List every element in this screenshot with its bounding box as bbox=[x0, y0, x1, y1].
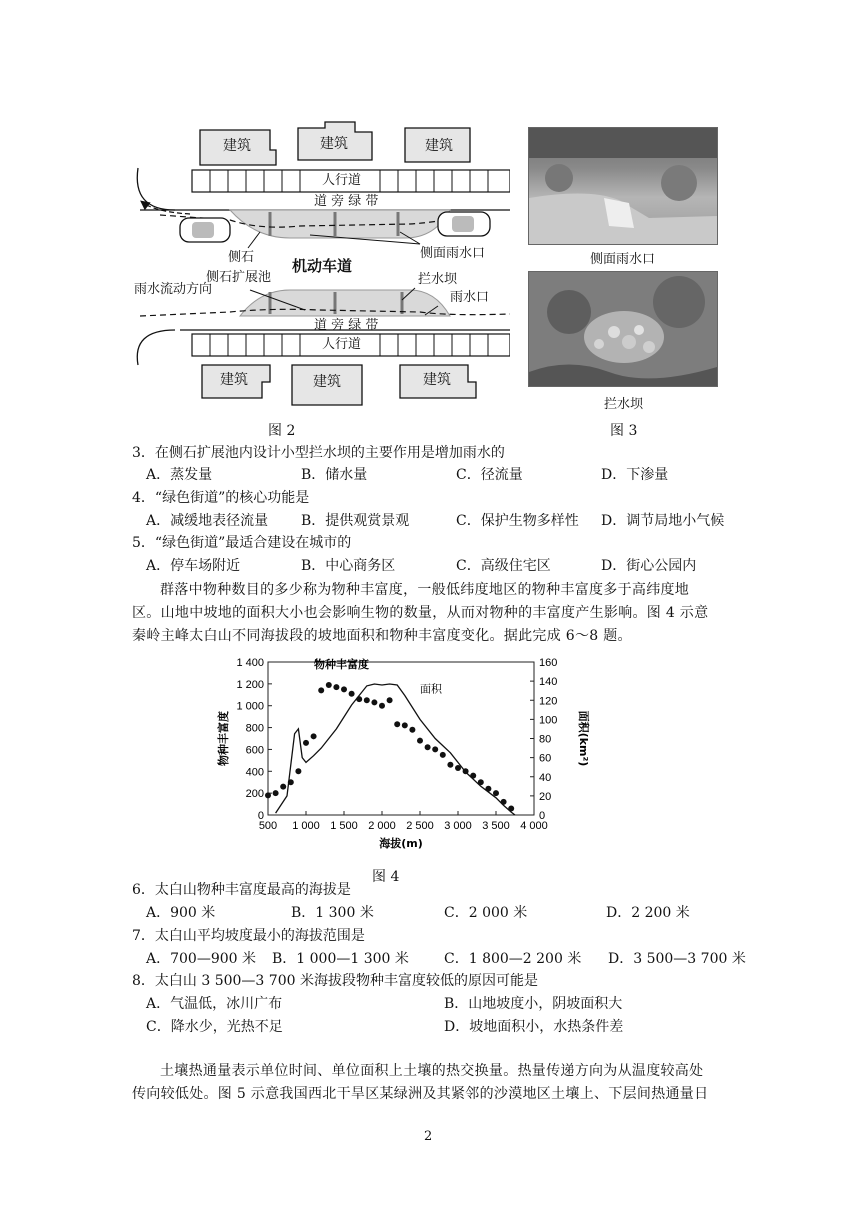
option-d[interactable]: D．2 200 米 bbox=[606, 905, 690, 921]
passage-1-line-2: 区。山地中坡地的面积大小也会影响生物的数量，从而对物种的丰富度产生影响。图 4 示意 bbox=[132, 605, 709, 621]
richness-point bbox=[318, 687, 324, 693]
richness-point bbox=[409, 727, 415, 733]
y-left-tick-label: 1 200 bbox=[236, 678, 264, 691]
question-7-stem: 7．太白山平均坡度最小的海拔范围是 bbox=[132, 928, 365, 944]
x-tick-label: 4 000 bbox=[520, 820, 548, 832]
photo-dam bbox=[528, 271, 718, 387]
richness-point bbox=[364, 697, 370, 703]
richness-point bbox=[493, 790, 499, 796]
question-6-stem: 6．太白山物种丰富度最高的海拔是 bbox=[132, 882, 351, 898]
y-left-axis-label: 物种丰富度 bbox=[217, 711, 230, 766]
richness-point bbox=[303, 740, 309, 746]
photo2-label: 拦水坝 bbox=[604, 397, 644, 412]
richness-point bbox=[478, 779, 484, 785]
richness-point bbox=[311, 733, 317, 739]
richness-point bbox=[501, 799, 507, 805]
y-left-tick-label: 200 bbox=[245, 788, 264, 801]
option-c[interactable]: C．2 000 米 bbox=[444, 905, 528, 921]
option-a[interactable]: A．900 米 bbox=[146, 905, 216, 921]
question-5-stem: 5．“绿色街道”最适合建设在城市的 bbox=[132, 535, 352, 551]
richness-point bbox=[333, 684, 339, 690]
richness-point bbox=[425, 744, 431, 750]
x-tick-label: 3 500 bbox=[482, 820, 510, 832]
greenbelt-label: 道 旁 绿 带 bbox=[314, 318, 379, 333]
option-b[interactable]: B．山地坡度小，阴坡面积大 bbox=[444, 996, 623, 1012]
option-d[interactable]: D．坡地面积小，水热条件差 bbox=[444, 1019, 624, 1035]
y-left-tick-label: 800 bbox=[245, 722, 264, 735]
sidewalk-label: 人行道 bbox=[322, 173, 362, 188]
series-label-richness: 物种丰富度 bbox=[314, 658, 369, 671]
photo-side-inlet-texture bbox=[529, 128, 717, 244]
richness-point bbox=[371, 699, 377, 705]
y-right-tick-label: 80 bbox=[539, 733, 552, 746]
side-inlet-label: 侧面雨水口 bbox=[420, 246, 486, 261]
x-tick-label: 500 bbox=[258, 820, 278, 832]
y-right-tick-label: 140 bbox=[539, 676, 558, 689]
richness-point bbox=[349, 691, 355, 697]
y-right-tick-label: 20 bbox=[539, 790, 552, 803]
option-b[interactable]: B．1 000—1 300 米 bbox=[272, 951, 409, 967]
y-left-tick-label: 400 bbox=[245, 766, 264, 779]
x-tick-label: 2 000 bbox=[368, 820, 396, 832]
question-4-stem: 4．“绿色街道”的核心功能是 bbox=[132, 490, 310, 506]
option-a[interactable]: A．气温低，冰川广布 bbox=[146, 996, 283, 1012]
richness-point bbox=[265, 792, 271, 798]
inlet-label: 雨水口 bbox=[450, 290, 490, 305]
building-label: 建筑 bbox=[425, 138, 453, 154]
y-right-axis-label: 面积(km²) bbox=[577, 710, 590, 767]
y-right-tick-label: 100 bbox=[539, 714, 558, 727]
option-d[interactable]: D．下渗量 bbox=[601, 467, 669, 483]
option-c[interactable]: C．保护生物多样性 bbox=[456, 513, 579, 529]
option-a[interactable]: A．700—900 米 bbox=[146, 951, 257, 967]
car-right bbox=[438, 212, 490, 236]
option-c[interactable]: C．1 800—2 200 米 bbox=[444, 951, 582, 967]
y-right-tick-label: 0 bbox=[539, 810, 546, 822]
x-tick-label: 1 000 bbox=[292, 820, 320, 832]
curb-label: 侧石 bbox=[228, 250, 255, 265]
richness-point bbox=[455, 765, 461, 771]
richness-point bbox=[387, 697, 393, 703]
building-label: 建筑 bbox=[223, 138, 251, 154]
chart-svg bbox=[210, 650, 590, 860]
richness-point bbox=[417, 738, 423, 744]
x-axis-label: 海拔(m) bbox=[379, 837, 423, 850]
richness-point bbox=[394, 721, 400, 727]
building-label: 建筑 bbox=[320, 136, 348, 152]
option-c[interactable]: C．径流量 bbox=[456, 467, 523, 483]
richness-point bbox=[288, 779, 294, 785]
series-label-area: 面积 bbox=[420, 682, 442, 696]
question-8-stem: 8．太白山 3 500—3 700 米海拔段物种丰富度较低的原因可能是 bbox=[132, 973, 538, 989]
building-label: 建筑 bbox=[423, 372, 451, 388]
option-d[interactable]: D．3 500—3 700 米 bbox=[608, 951, 746, 967]
richness-point bbox=[508, 805, 514, 811]
passage-1-line-3: 秦岭主峰太白山不同海拔段的坡地面积和物种丰富度变化。据此完成 6～8 题。 bbox=[132, 628, 632, 644]
richness-point bbox=[295, 768, 301, 774]
option-d[interactable]: D．街心公园内 bbox=[601, 558, 697, 574]
figure-2-street-diagram bbox=[120, 120, 510, 410]
option-a[interactable]: A．停车场附近 bbox=[146, 558, 241, 574]
y-left-tick-label: 1 400 bbox=[236, 657, 264, 669]
richness-point bbox=[447, 762, 453, 768]
y-right-tick-label: 120 bbox=[539, 695, 558, 708]
richness-point bbox=[280, 784, 286, 790]
passage-2-line-1: 土壤热通量表示单位时间、单位面积上土壤的热交换量。热量传递方向为从温度较高处 bbox=[160, 1063, 704, 1079]
option-b[interactable]: B．提供观赏景观 bbox=[301, 513, 410, 529]
richness-point bbox=[463, 768, 469, 774]
dam-label: 拦水坝 bbox=[418, 272, 458, 287]
option-b[interactable]: B．储水量 bbox=[301, 467, 368, 483]
greenbelt-label: 道 旁 绿 带 bbox=[314, 194, 379, 209]
option-a[interactable]: A．减缓地表径流量 bbox=[146, 513, 269, 529]
richness-point bbox=[485, 786, 491, 792]
option-b[interactable]: B．中心商务区 bbox=[301, 558, 396, 574]
passage-1-line-1: 群落中物种数目的多少称为物种丰富度，一般低纬度地区的物种丰富度多于高纬度地 bbox=[160, 582, 690, 598]
area-series-line bbox=[276, 684, 515, 815]
option-a[interactable]: A．蒸发量 bbox=[146, 467, 213, 483]
richness-point bbox=[273, 790, 279, 796]
y-right-tick-label: 160 bbox=[539, 657, 558, 669]
option-b[interactable]: B．1 300 米 bbox=[291, 905, 374, 921]
option-c[interactable]: C．降水少，光热不足 bbox=[146, 1019, 283, 1035]
option-d[interactable]: D．调节局地小气候 bbox=[601, 513, 725, 529]
photo1-label: 侧面雨水口 bbox=[590, 252, 656, 267]
richness-point bbox=[379, 703, 385, 709]
car-left bbox=[180, 218, 230, 242]
y-left-tick-label: 1 000 bbox=[236, 700, 264, 713]
x-tick-label: 1 500 bbox=[330, 820, 358, 832]
richness-point bbox=[432, 746, 438, 752]
curb-pool-label: 侧石扩展池 bbox=[206, 270, 272, 285]
building-label: 建筑 bbox=[313, 374, 341, 390]
question-3-stem: 3．在侧石扩展池内设计小型拦水坝的主要作用是增加雨水的 bbox=[132, 445, 505, 461]
option-c[interactable]: C．高级住宅区 bbox=[456, 558, 551, 574]
richness-point bbox=[326, 682, 332, 688]
richness-point bbox=[440, 752, 446, 758]
y-left-tick-label: 600 bbox=[245, 744, 264, 757]
figure-2-caption: 图 2 bbox=[268, 423, 296, 439]
photo-dam-texture bbox=[529, 272, 717, 386]
passage-2-line-2: 传向较低处。图 5 示意我国西北干旱区某绿洲及其紧邻的沙漠地区土壤上、下层间热通量日 bbox=[132, 1086, 709, 1102]
sidewalk-label: 人行道 bbox=[322, 337, 362, 352]
richness-point bbox=[341, 686, 347, 692]
richness-point bbox=[470, 773, 476, 779]
y-right-tick-label: 60 bbox=[539, 752, 552, 765]
x-tick-label: 2 500 bbox=[406, 820, 434, 832]
y-left-tick-label: 0 bbox=[257, 810, 264, 822]
y-right-tick-label: 40 bbox=[539, 771, 552, 784]
figure-3-caption: 图 3 bbox=[610, 423, 638, 439]
x-tick-label: 3 000 bbox=[444, 820, 472, 832]
photo-side-inlet bbox=[528, 127, 718, 245]
page-number: 2 bbox=[424, 1129, 433, 1144]
richness-point bbox=[402, 722, 408, 728]
figure-4-caption: 图 4 bbox=[372, 869, 400, 885]
flow-direction-label: 雨水流动方向 bbox=[134, 282, 213, 297]
figure-4-chart bbox=[210, 650, 590, 860]
building-label: 建筑 bbox=[220, 372, 248, 388]
road-label: 机动车道 bbox=[292, 257, 353, 275]
richness-point bbox=[356, 696, 362, 702]
